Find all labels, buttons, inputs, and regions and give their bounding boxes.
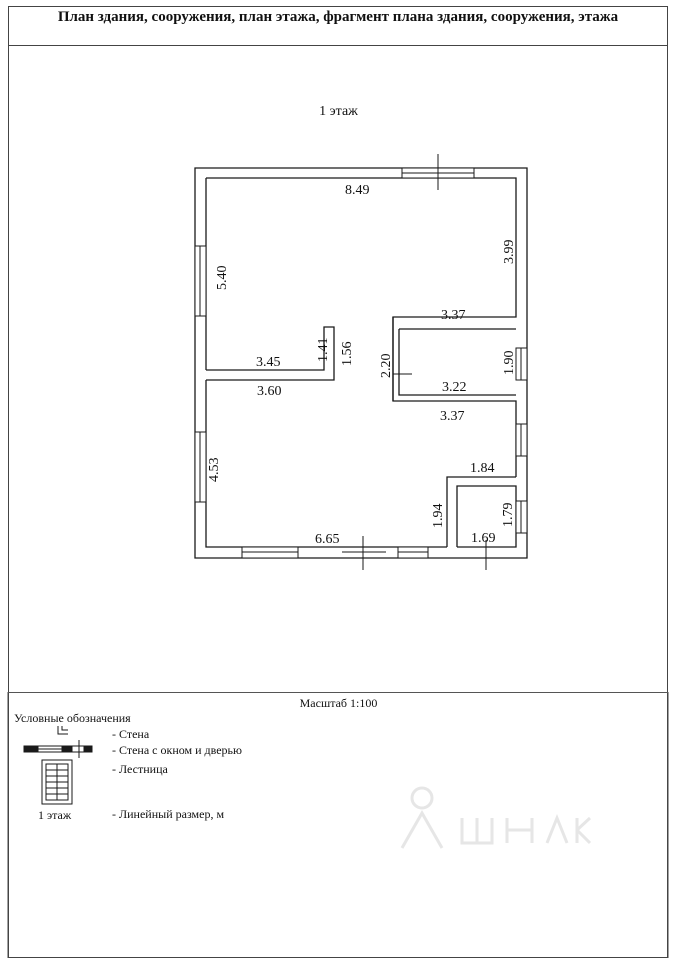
wall-icon [58,726,68,734]
legend-floor-example: 1 этаж [38,808,72,822]
wall-window-door-icon [24,740,92,758]
stairs-icon [42,760,72,804]
watermark-logo-icon [392,778,592,858]
inner-wall-left-lower [206,380,447,547]
legend-item-wall: - Стена [112,727,150,741]
dim-bath-top: 1.84 [470,461,495,476]
legend-title: Условные обозначения [14,711,131,725]
dim-room-top: 3.37 [441,308,466,323]
floor-label: 1 этаж [319,104,358,119]
dim-partition-v-outer: 1.56 [340,341,355,366]
legend-item-dimension: - Линейный размер, м [112,807,225,821]
page-title: План здания, сооружения, план этажа, фрагмент плана здания, сооружения, этажа [8,6,668,46]
dim-room-right: 1.90 [502,350,517,375]
dim-left-lower: 4.53 [207,457,222,482]
dim-top-wall: 8.49 [345,183,370,198]
outer-wall [195,168,527,558]
dim-room-inner: 3.22 [442,380,467,395]
dim-partition-h-bottom: 3.60 [257,384,282,399]
dim-bath-left: 1.94 [431,503,446,528]
dim-room-bottom: 3.37 [440,409,465,424]
inner-wall-upper [206,178,516,477]
dim-left-upper: 5.40 [215,265,230,290]
legend-item-stairs: - Лестница [112,762,168,776]
dim-right-upper: 3.99 [502,239,517,264]
legend-divider [8,692,668,693]
legend-item-wall-window-door: - Стена с окном и дверью [112,743,242,757]
dim-partition-h: 3.45 [256,355,281,370]
partition-wall [206,327,334,380]
dim-bottom-wall: 6.65 [315,532,340,547]
dim-room-left: 2.20 [379,353,394,378]
dim-bath-bottom: 1.69 [471,531,496,546]
dim-bath-right: 1.79 [501,502,516,527]
dim-partition-v-inner: 1.41 [316,337,331,362]
scale-label: Масштаб 1:100 [299,696,378,710]
